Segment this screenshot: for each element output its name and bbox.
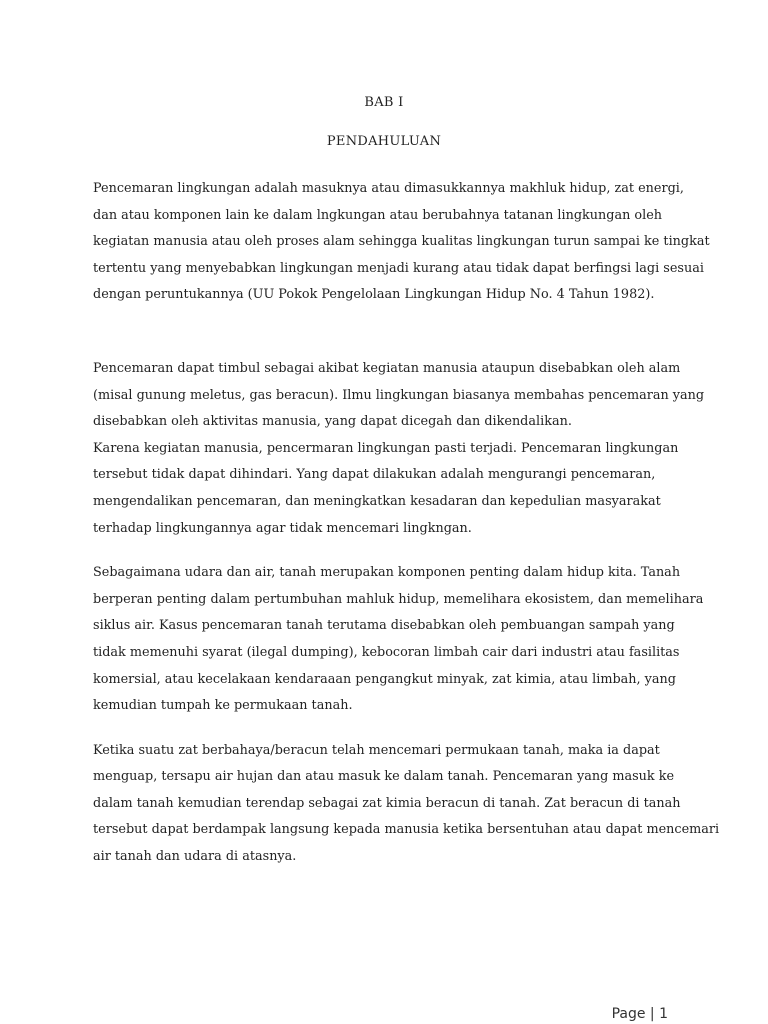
paragraph-4 — [93, 738, 720, 871]
paragraph-line: berperan penting dalam pertumbuhan mahluk hidup, memelihara ekosistem, dan memelihara — [93, 591, 704, 607]
document-body — [93, 176, 720, 871]
paragraph-line: Ketika suatu zat berbahaya/beracun telah mencemari permukaan tanah, maka ia dapat — [93, 742, 660, 758]
paragraph-spacer — [93, 309, 683, 356]
paragraph-line: komersial, atau kecelakaan kendaraaan pengangkut minyak, zat kimia, atau limbah, yang — [93, 671, 676, 687]
paragraph-line: air tanah dan udara di atasnya. — [93, 849, 297, 865]
paragraph-line: menguap, tersapu air hujan dan atau masuk ke dalam tanah. Pencemaran yang masuk ke — [93, 769, 675, 785]
paragraph-line: Pencemaran lingkungan adalah masuknya atau dimasukkannya makhluk hidup, zat energi, — [93, 181, 684, 196]
paragraph-line: (misal gunung meletus, gas beracun). Ilmu lingkungan biasanya membahas pencemaran yang — [93, 387, 705, 403]
paragraph-line: Karena kegiatan manusia, pencermaran lingkungan pasti terjadi. Pencemaran lingkungan — [93, 440, 679, 456]
paragraph-3 — [93, 560, 704, 720]
paragraph-spacer — [93, 542, 683, 560]
chapter-title: PENDAHULUAN — [326, 134, 442, 149]
paragraph-line: tertentu yang menyebabkan lingkungan menjadi kurang atau tidak dapat berfingsi lagi sesuai — [93, 260, 704, 276]
paragraph-line: dalam tanah kemudian terendap sebagai zat kimia beracun di tanah. Zat beracun di tanah — [93, 795, 681, 811]
paragraph-line: disebabkan oleh aktivitas manusia, yang dapat dicegah dan dikendalikan. — [93, 414, 572, 430]
paragraph-line: dengan peruntukannya (UU Pokok Pengelolaan Lingkungan Hidup No. 4 Tahun 1982). — [93, 287, 655, 303]
page-number: Page | 1 — [611, 1006, 668, 1022]
paragraph-2 — [93, 356, 705, 542]
paragraph-line: terhadap lingkungannya agar tidak mencemari lingkngan. — [93, 520, 472, 536]
paragraph-line: kemudian tumpah ke permukaan tanah. — [93, 698, 353, 714]
paragraph-line: tersebut tidak dapat dihindari. Yang dapat dilakukan adalah mengurangi pencemaran, — [93, 467, 656, 483]
paragraph-line: Sebagaimana udara dan air, tanah merupakan komponen penting dalam hidup kita. Tanah — [93, 565, 681, 581]
paragraph-line: tidak memenuhi syarat (ilegal dumping), kebocoran limbah cair dari industri atau fasilitas — [93, 644, 680, 660]
paragraph-line: mengendalikan pencemaran, dan meningkatkan kesadaran dan kepedulian masyarakat — [93, 493, 661, 509]
paragraph-line: Pencemaran dapat timbul sebagai akibat kegiatan manusia ataupun disebabkan oleh alam — [93, 360, 681, 376]
paragraph-line: tersebut dapat berdampak langsung kepada manusia ketika bersentuhan atau dapat mencemari — [93, 822, 720, 838]
chapter-heading: BAB I — [364, 95, 404, 110]
paragraph-spacer — [93, 720, 683, 738]
paragraph-line: kegiatan manusia atau oleh proses alam sehingga kualitas lingkungan turun sampai ke tingkat — [93, 234, 710, 250]
paragraph-line: dan atau komponen lain ke dalam lngkungan atau berubahnya tatanan lingkungan oleh — [93, 207, 663, 223]
paragraph-line: siklus air. Kasus pencemaran tanah terutama disebabkan oleh pembuangan sampah yang — [93, 618, 675, 634]
paragraph-1 — [93, 176, 710, 309]
